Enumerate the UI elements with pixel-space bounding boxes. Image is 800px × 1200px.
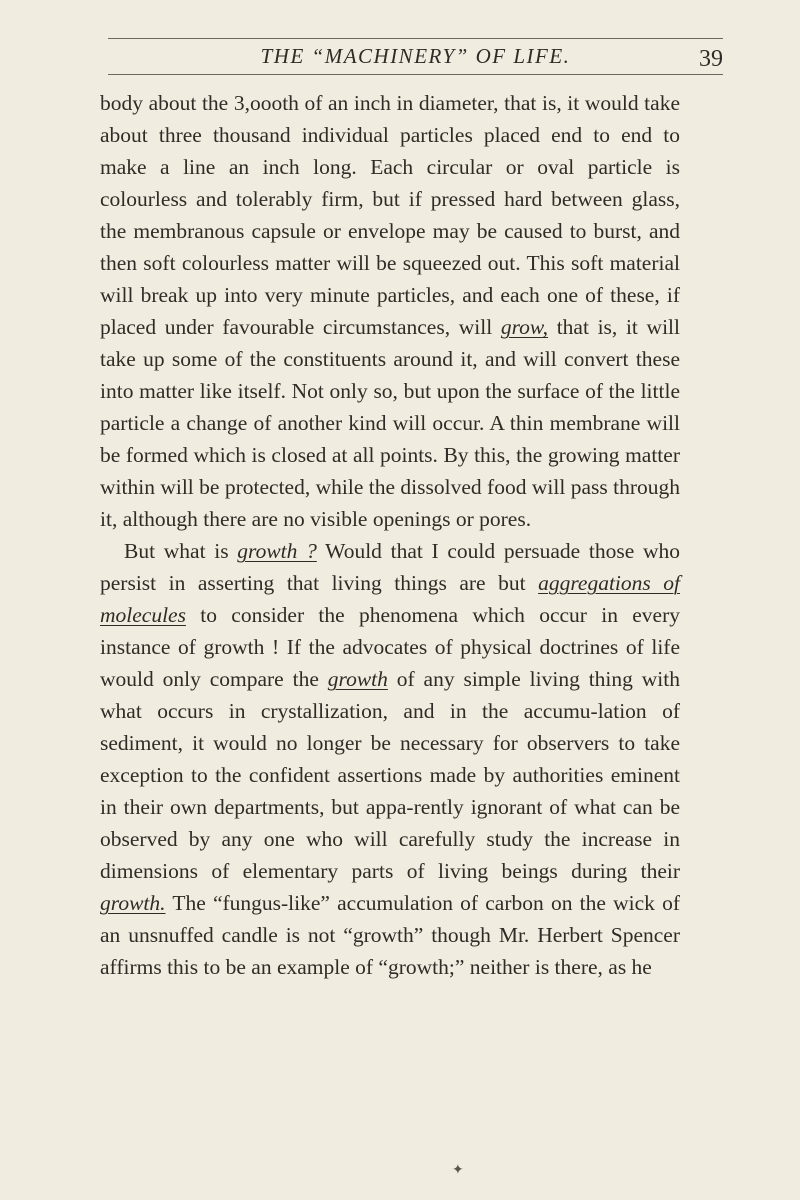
paragraph-2	[100, 535, 680, 983]
paragraph-1	[100, 87, 680, 535]
printer-mark: ✦	[452, 1163, 464, 1178]
body-text	[100, 87, 680, 983]
page-number: 39	[699, 46, 723, 72]
emphasis: growth	[327, 667, 388, 691]
running-head: THE “MACHINERY” OF LIFE.	[260, 44, 571, 68]
text-span: The “fungus-like” accumulation of carbon on the wick of an unsnuffed candle is not “growth” though Mr. Herbert Spencer affirms this to be an example of “growth;” neither is there, as he	[100, 891, 680, 979]
text-span: of any simple living thing with what occurs in crystallization, and in the accumu-lation of sediment, it would no longer be necessary for observers to take exception to the confident assertions made by authorities eminent in their own departments, but appa-rently ignorant of what can be observed by any one who will carefully study the increase in dimensions of elementary parts of living beings during their	[100, 667, 680, 883]
text-span: to consider the phenomena which occur in every instance of growth ! If the advocates of physical doctrines of life would only compare the	[100, 603, 680, 691]
header-rule	[108, 74, 723, 75]
text-span: Would that I could persuade those who persist in asserting that living things are but	[100, 539, 680, 595]
text-span: body about the 3,oooth of an inch in diameter, that is, it would take about three thousand individual particles placed end to end to make a line an inch long. Each circular or oval particle is colourless and tolerably firm, but if pressed hard between glass, the membranous capsule or envelope may be caused to burst, and then soft colourless matter will be squeezed out. This soft material will break up into very minute particles, and each one of these, if placed under favourable circumstances, will	[100, 91, 680, 339]
emphasis: growth ?	[237, 539, 317, 563]
emphasis: grow,	[500, 315, 549, 339]
emphasis: growth.	[100, 891, 166, 915]
top-rule	[108, 38, 723, 39]
page-header	[108, 40, 723, 74]
text-span: that is, it will take up some of the constituents around it, and will convert these into matter like itself. Not only so, but upon the surface of the little particle a change of another kind will occur. A thin membrane will be formed which is closed at all points. By this, the growing matter within will be protected, while the dissolved food will pass through it, although there are no visible openings or pores.	[100, 315, 680, 531]
text-span: But what is	[124, 539, 238, 563]
emphasis: aggregations of molecules	[100, 571, 680, 627]
